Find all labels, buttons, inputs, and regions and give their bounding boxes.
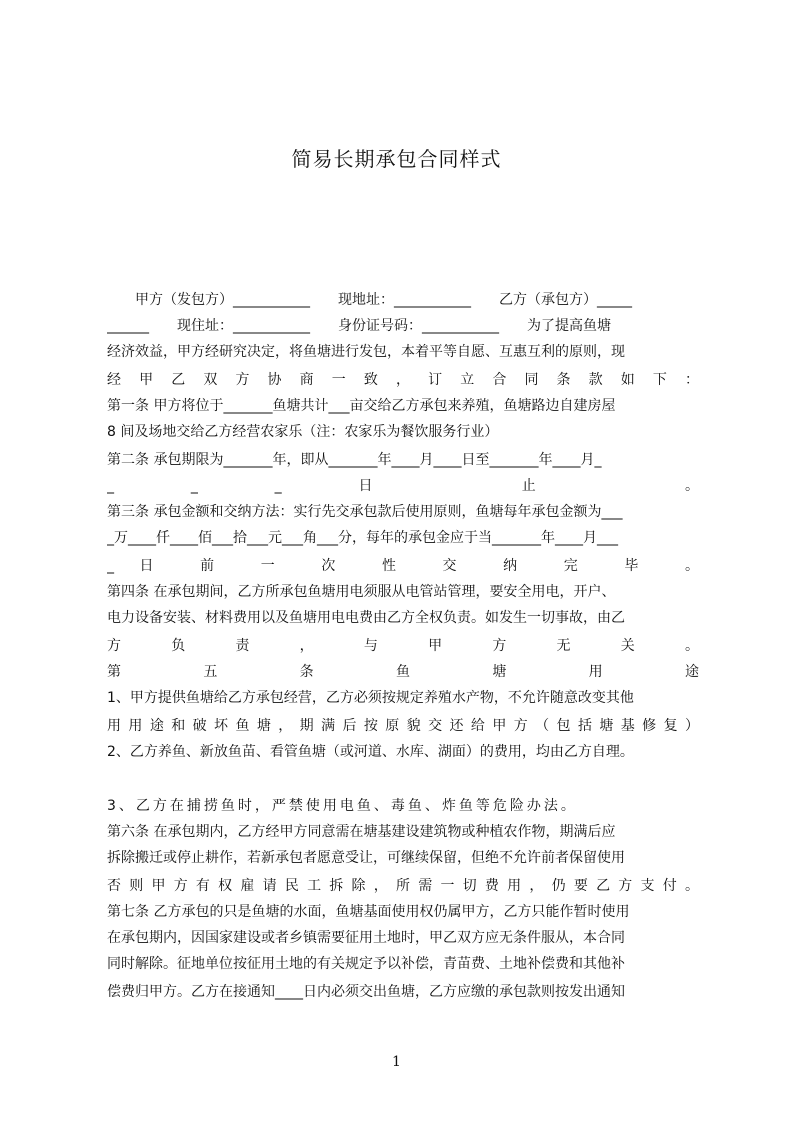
text-line: 在承包期内，因国家建设或者乡镇需要征用土地时，甲乙双方应无条件服从，本合同 xyxy=(107,930,625,946)
document-title: 简易长期承包合同样式 xyxy=(291,147,502,171)
text-line: 偿费归甲方。乙方在接通知____日内必须交出鱼塘，乙方应缴的承包款则按发出通知 xyxy=(107,984,625,1000)
text-line: 用 用 途 和 破 坏 鱼 塘 ， 期 满 后 按 原 貌 交 还 给 甲 方 （ 包 括 塘 基 修 复 ） xyxy=(107,718,699,734)
text-line: 第六条 在承包期内，乙方经甲方同意需在塘基建设建筑物或种植农作物，期满后应 xyxy=(107,824,616,840)
text-line: 否 则 甲 方 有 权 雇 请 民 工 拆 除 ， 所 需 一 切 费 用 ， 仍 要 乙 方 支 付 。 xyxy=(107,878,699,894)
text-line: _ _ _ 日 止 。 xyxy=(107,478,699,494)
text-line: 经 甲 乙 双 方 协 商 一 致 ， 订 立 合 同 条 款 如 下 ： xyxy=(107,372,699,388)
text-line: 电力设备安装、材料费用以及鱼塘用电电费由乙方全权负责。如发生一切事故，由乙 xyxy=(107,610,625,626)
text-line: 2、乙方养鱼、新放鱼苗、看管鱼塘（或河道、水库、湖面）的费用，均由乙方自理。 xyxy=(107,744,634,760)
text-line: 第 五 条 鱼 塘 用 途 xyxy=(107,664,699,680)
text-line: 第一条 甲方将位于_______鱼塘共计___亩交给乙方承包来养殖，鱼塘路边自建房屋 xyxy=(107,398,616,414)
text-line: _万____仟____佰___拾___元___角___分，每年的承包金应于当_______年____月___ xyxy=(107,530,618,546)
text-line: 第三条 承包金额和交纳方法：实行先交承包款后使用原则，鱼塘每年承包金额为___ xyxy=(107,504,623,520)
text-line: 同时解除。征地单位按征用土地的有关规定予以补偿，青苗费、土地补偿费和其他补 xyxy=(107,956,625,972)
text-line: 拆除搬迁或停止耕作，若新承包者愿意受让，可继续保留，但绝不允许前者保留使用 xyxy=(107,850,625,866)
text-line: 8 间及场地交给乙方经营农家乐（注：农家乐为餐饮服务行业） xyxy=(107,424,499,440)
text-line: _ 日 前 一 次 性 交 纳 完 毕 。 xyxy=(107,558,699,574)
text-line: 甲方（发包方）___________ 现地址：___________ 乙方（承包方）_____ xyxy=(107,292,632,308)
text-line: 1、甲方提供鱼塘给乙方承包经营，乙方必须按规定养殖水产物，不允许随意改变其他 xyxy=(107,690,634,706)
text-line: 经济效益，甲方经研究决定，将鱼塘进行发包，本着平等自愿、互惠互利的原则，现 xyxy=(107,344,625,360)
page-number: 1 xyxy=(392,1054,401,1070)
text-line: 方 负 责 ， 与 甲 方 无 关 。 xyxy=(107,638,699,654)
text-line: 第四条 在承包期间，乙方所承包鱼塘用电须服从电管站管理，要安全用电，开户、 xyxy=(107,584,616,600)
text-line: ______ 现住址：___________ 身份证号码：___________ 为了提高鱼塘 xyxy=(107,318,611,334)
text-line: 3、乙方在捕捞鱼时，严禁使用电鱼、毒鱼、炸鱼等危险办法。 xyxy=(107,798,578,814)
contract-body xyxy=(107,288,699,1028)
text-line: 第七条 乙方承包的只是鱼塘的水面，鱼塘基面使用权仍属甲方，乙方只能作暂时使用 xyxy=(107,904,630,920)
text-line: 第二条 承包期限为_______年，即从_______年____月____日至_______年____月_ xyxy=(107,452,602,468)
